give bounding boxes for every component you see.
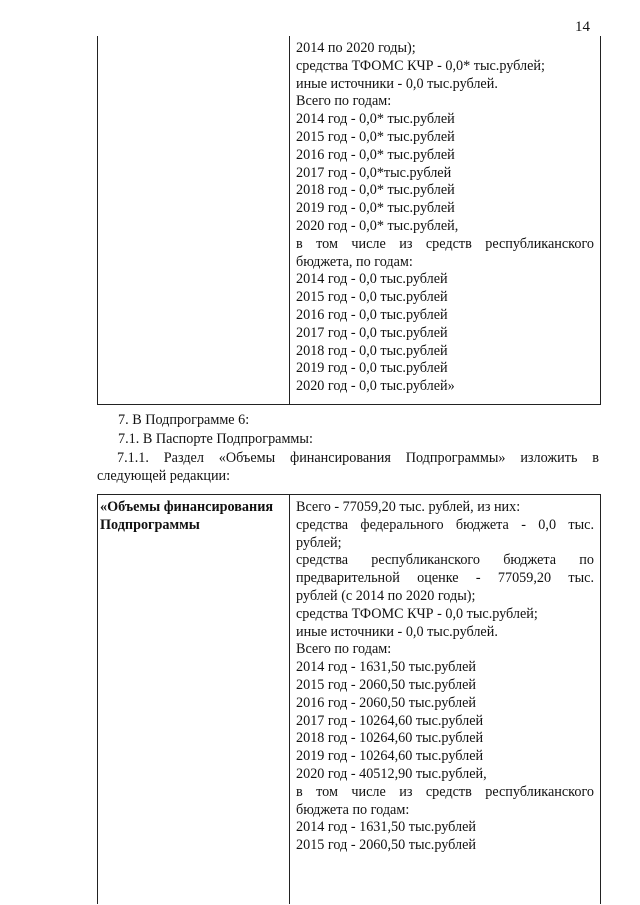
paragraph-7-1-1 [97,450,599,485]
table-line: средства республиканского бюджета по [296,552,594,569]
table-line: 2020 год - 40512,90 тыс.рублей, [296,765,487,782]
table-line: 2015 год - 2060,50 тыс.рублей [296,837,476,854]
table-line: 2018 год - 0,0 тыс.рублей [296,342,448,359]
table-line: 2015 год - 0,0* тыс.рублей [296,128,455,145]
table-line: иные источники - 0,0 тыс.рублей. [296,623,498,640]
table-line: 2020 год - 0,0* тыс.рублей, [296,217,459,234]
funding-details-cell [296,499,594,855]
paragraph-line: 7.1.1. Раздел «Объемы финансирования Подпрограммы» изложить в [117,450,599,466]
table-line: предварительной оценке - 77059,20 тыс. [296,570,594,587]
table-line: 2014 по 2020 годы); [296,40,416,56]
table-line: 2019 год - 0,0 тыс.рублей [296,360,448,377]
table-line: средства ТФОМС КЧР - 0,0* тыс.рублей; [296,57,545,74]
table-line: Всего по годам: [296,641,392,658]
funding-details-cell [296,40,594,396]
funding-label-cell [100,499,288,535]
table-line: 2017 год - 0,0 тыс.рублей [296,324,448,341]
table-line: 2019 год - 10264,60 тыс.рублей [296,748,484,765]
table-line: средства ТФОМС КЧР - 0,0 тыс.рублей; [296,605,538,622]
table-line: Всего по годам: [296,93,392,110]
table-line: рублей; [296,534,342,551]
table-line: в том числе из средств республиканского [296,783,594,800]
table-line: 2014 год - 1631,50 тыс.рублей [296,819,476,836]
table-label: «Объемы финансирования [100,499,274,515]
paragraph-7-1: 7.1. В Паспорте Подпрограммы: [118,431,313,447]
paragraph-line: следующей редакции: [97,467,231,484]
table-line: 2017 год - 0,0*тыс.рублей [296,164,452,181]
table-line: 2017 год - 10264,60 тыс.рублей [296,712,484,729]
table-line: 2016 год - 2060,50 тыс.рублей [296,694,476,711]
column-divider [289,36,290,404]
table-line: 2020 год - 0,0 тыс.рублей» [296,378,455,395]
funding-table [97,494,601,904]
table-line: 2015 год - 0,0 тыс.рублей [296,289,448,306]
table-line: 2019 год - 0,0* тыс.рублей [296,200,455,217]
table-line: 2014 год - 1631,50 тыс.рублей [296,659,476,676]
table-line: 2014 год - 0,0* тыс.рублей [296,111,455,128]
paragraph-7: 7. В Подпрограмме 6: [118,412,250,428]
table-line: средства федерального бюджета - 0,0 тыс. [296,516,594,533]
table-line: 2015 год - 2060,50 тыс.рублей [296,676,476,693]
table-line: 2016 год - 0,0* тыс.рублей [296,146,455,163]
table-label: Подпрограммы [100,516,200,533]
table-line: иные источники - 0,0 тыс.рублей. [296,75,498,92]
page-number: 14 [575,19,590,35]
table-line: бюджета по годам: [296,801,410,818]
table-line: в том числе из средств республиканского [296,235,594,252]
table-line: рублей (с 2014 по 2020 годы); [296,587,476,604]
table-line: 2018 год - 0,0* тыс.рублей [296,182,455,199]
table-line: 2016 год - 0,0 тыс.рублей [296,306,448,323]
column-divider [289,495,290,904]
table-line: 2018 год - 10264,60 тыс.рублей [296,730,484,747]
table-line: 2014 год - 0,0 тыс.рублей [296,271,448,288]
table-line: Всего - 77059,20 тыс. рублей, из них: [296,499,521,515]
table-line: бюджета, по годам: [296,253,413,270]
funding-table-continued [97,36,601,405]
